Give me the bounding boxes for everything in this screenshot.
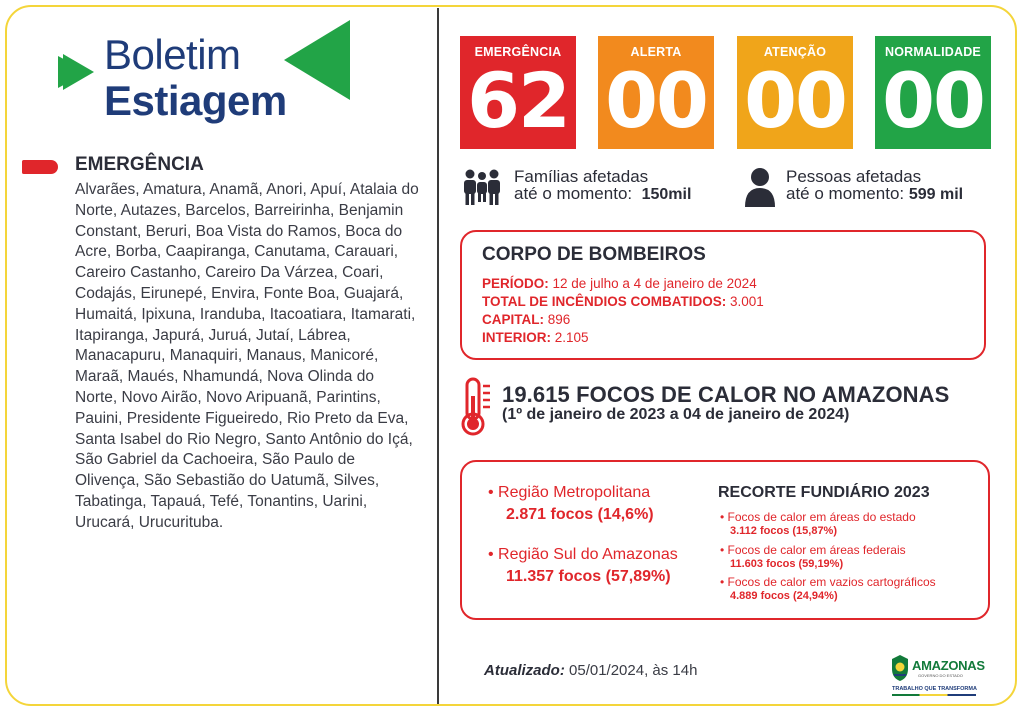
gov-tagline: TRABALHO QUE TRANSFORMA — [892, 686, 977, 692]
status-label: ATENÇÃO — [763, 45, 827, 59]
gov-name: AMAZONAS — [912, 658, 985, 673]
updated-label: Atualizado: — [484, 662, 565, 679]
recorte-item — [720, 543, 906, 570]
interior-row — [482, 329, 964, 347]
families-value: 150mil — [641, 186, 692, 203]
period-value: 12 de julho a 4 de janeiro de 2024 — [552, 276, 757, 291]
status-emergencia — [460, 36, 576, 149]
status-label: NORMALIDADE — [885, 45, 981, 59]
bombeiros-title: CORPO DE BOMBEIROS — [482, 244, 706, 265]
logo-line-1: Boletim — [104, 31, 241, 78]
coat-of-arms-icon — [890, 654, 910, 682]
status-normalidade — [875, 36, 991, 149]
recorte-item — [720, 510, 916, 537]
updated-value: 05/01/2024, às 14h — [569, 662, 698, 679]
bombeiros-box — [460, 230, 986, 360]
gov-color-bar — [892, 694, 976, 696]
emergency-municipalities: Alvarães, Amatura, Anamã, Anori, Apuí, Atalaia do Norte, Autazes, Barcelos, Barreirinha, Benjamin Constant, Beruri, Boa Vista do Ramos, Boca do Acre, Borba, Caapiranga, Canutama, Carauari, Careiro Castanho, Careiro Da Várzea, Coari, Codajás, Eirunepé, Envira, Fonte Boa, Guajará, Humaitá, Ipixuna, Iranduba, Itacoatiara, Itamarati, Itapiranga, Japurá, Juruá, Jutaí, Lábrea, Manacapuru, Manaquiri, Manaus, Manicoré, Maraã, Maués, Nhamundá, Nova Olinda do Norte, Novo Airão, Novo Aripuanã, Parintins, Pauini, Presidente Figueiredo, Rio Preto da Eva, Santa Isabel do Rio Negro, Santo Antônio do Içá, São Gabriel da Cachoeira, São Paulo de Olivença, São Sebastião do Uatumã, Silves, Tabatinga, Tapauá, Tefé, Tonantins, Uarini, Urucará, Urucurituba. — [75, 181, 419, 531]
period-label: PERÍODO: — [482, 276, 549, 291]
people-value: 599 mil — [908, 186, 964, 203]
families-line-1: Famílias afetadas — [514, 167, 649, 186]
interior-value: 2.105 — [554, 330, 589, 345]
recorte-item-value: 4.889 focos (24,94%) — [730, 590, 838, 602]
region-metro-value: 2.871 focos (14,6%) — [506, 506, 654, 523]
boletim-logo — [58, 16, 358, 136]
people-line-1: Pessoas afetadas — [786, 167, 922, 186]
people-line-2: até o momento: — [786, 184, 905, 203]
region-metro — [488, 484, 654, 524]
focos-subtitle: (1º de janeiro de 2023 a 04 de janeiro de 2024) — [502, 406, 850, 423]
recorte-item-name: • Focos de calor em vazios cartográficos — [720, 575, 936, 589]
status-atencao — [737, 36, 853, 149]
focos-title: 19.615 FOCOS DE CALOR NO AMAZONAS — [502, 382, 950, 407]
families-line-2: até o momento: — [514, 184, 633, 203]
recorte-item-value: 3.112 focos (15,87%) — [730, 525, 838, 537]
government-logo — [888, 652, 985, 696]
status-value: 00 — [882, 56, 984, 145]
status-value: 00 — [744, 56, 846, 145]
total-label: TOTAL DE INCÊNDIOS COMBATIDOS: — [482, 294, 727, 309]
status-value: 62 — [467, 56, 569, 145]
families-affected — [514, 168, 691, 203]
recorte-item-value: 11.603 focos (59,19%) — [730, 558, 844, 570]
recorte-title: RECORTE FUNDIÁRIO 2023 — [718, 484, 930, 501]
thermometer-icon — [459, 376, 495, 438]
recorte-item — [720, 575, 936, 602]
region-south-value: 11.357 focos (57,89%) — [506, 568, 671, 585]
period-row — [482, 275, 964, 293]
region-metro-name: • Região Metropolitana — [488, 484, 651, 501]
region-south — [488, 546, 678, 586]
recorte-item-name: • Focos de calor em áreas do estado — [720, 510, 916, 524]
people-affected — [786, 168, 963, 203]
status-label: EMERGÊNCIA — [474, 45, 562, 59]
regions-box — [460, 460, 990, 620]
recorte-item-name: • Focos de calor em áreas federais — [720, 543, 906, 557]
family-icon — [462, 168, 502, 206]
vertical-divider — [437, 8, 439, 704]
total-row — [482, 293, 964, 311]
emergency-title: EMERGÊNCIA — [75, 154, 204, 175]
interior-label: INTERIOR: — [482, 330, 551, 345]
logo-line-2: Estiagem — [104, 77, 287, 124]
capital-row — [482, 311, 964, 329]
emergency-marker — [22, 160, 58, 174]
capital-label: CAPITAL: — [482, 312, 544, 327]
person-icon — [744, 167, 776, 207]
region-south-name: • Região Sul do Amazonas — [488, 546, 678, 563]
total-value: 3.001 — [730, 294, 764, 309]
status-value: 00 — [605, 56, 707, 145]
capital-value: 896 — [547, 312, 571, 327]
status-alerta — [598, 36, 714, 149]
gov-subtitle: GOVERNO DO ESTADO — [918, 673, 963, 678]
status-label: ALERTA — [630, 45, 682, 59]
updated-info — [484, 662, 697, 679]
